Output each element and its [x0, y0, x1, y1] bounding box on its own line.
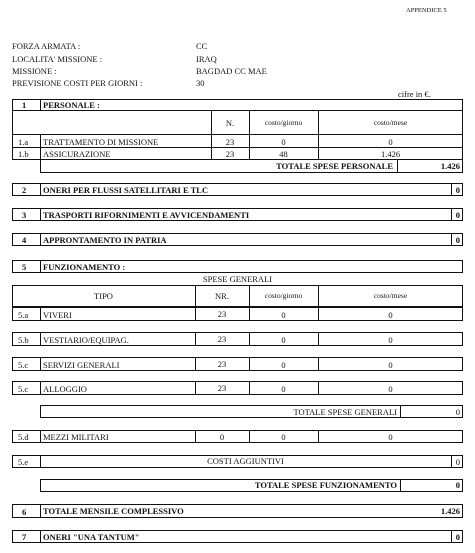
- row-label: VIVERI: [43, 310, 72, 320]
- section-2-number: 2: [22, 185, 27, 195]
- section-5-title: FUNZIONAMENTO :: [43, 262, 126, 272]
- row-day: 0: [281, 384, 286, 394]
- section-1-total-value: 1.426: [440, 161, 460, 171]
- row-label: ASSICURAZIONE: [43, 149, 111, 159]
- row-n: 23: [217, 309, 227, 319]
- row-month: 0: [388, 432, 393, 442]
- general-total-value: 0: [455, 407, 460, 417]
- section-4-value: 0: [455, 235, 460, 245]
- section-4-number: 4: [22, 235, 27, 245]
- row-month: 0: [388, 310, 393, 320]
- row-code: 5.a: [18, 310, 29, 320]
- section-3-value: 0: [455, 210, 460, 220]
- row-day: 0: [281, 360, 286, 370]
- info-value-forza: CC: [196, 41, 208, 51]
- row-label: COSTI AGGIUNTIVI: [207, 456, 284, 466]
- row-code: 5.d: [18, 432, 29, 442]
- row-label: MEZZI MILITARI: [43, 432, 109, 442]
- row-month: 0: [388, 360, 393, 370]
- section-1-number: 1: [22, 100, 27, 110]
- row-label: SERVIZI GENERALI: [43, 360, 120, 370]
- row-day: 0: [281, 310, 286, 320]
- section-5-number: 5: [22, 262, 27, 272]
- row-month: 0: [388, 137, 393, 147]
- section-1-total-label: TOTALE SPESE PERSONALE: [276, 161, 393, 171]
- general-total-label: TOTALE SPESE GENERALI: [293, 407, 397, 417]
- appendix-label: APPENDICE 5: [406, 7, 447, 14]
- info-value-giorni: 30: [196, 78, 205, 88]
- row-code: 1.a: [18, 137, 29, 147]
- section-5-col-tipo: TIPO: [94, 291, 113, 301]
- section-5-total-label: TOTALE SPESE FUNZIONAMENTO: [254, 480, 397, 490]
- info-label-giorni: PREVISIONE COSTI PER GIORNI :: [12, 78, 143, 88]
- section-6-number: 6: [22, 507, 27, 517]
- row-n: 0: [219, 432, 225, 442]
- row-n: 23: [225, 149, 235, 159]
- row-n: 23: [217, 334, 227, 344]
- row-n: 23: [217, 383, 227, 393]
- row-label: TRATTAMENTO DI MISSIONE: [43, 137, 159, 147]
- info-label-localita: LOCALITA' MISSIONE :: [12, 54, 103, 64]
- section-5-total-value: 0: [455, 480, 460, 490]
- row-month: 0: [388, 335, 393, 345]
- row-month: 1.426: [380, 149, 401, 159]
- row-code: 5.e: [18, 457, 29, 467]
- section-1-title: PERSONALE :: [43, 100, 100, 110]
- section-5-col-month: costo/mese: [373, 291, 408, 300]
- row-label: VESTIARIO/EQUIPAG.: [43, 335, 129, 345]
- section-3-number: 3: [22, 210, 27, 220]
- info-label-forza: FORZA ARMATA :: [12, 41, 81, 51]
- section-4-title: APPRONTAMENTO IN PATRIA: [43, 235, 167, 245]
- section-5-col-day: costo/giorno: [264, 291, 303, 300]
- currency-note: cifre in €.: [398, 89, 431, 99]
- section-2-value: 0: [455, 185, 460, 195]
- row-code: 5.c: [18, 384, 29, 394]
- row-code: 1.b: [18, 149, 29, 159]
- info-label-missione: MISSIONE :: [12, 66, 57, 76]
- row-day: 48: [279, 149, 288, 159]
- row-day: 0: [281, 335, 286, 345]
- row-label: ALLOGGIO: [43, 384, 87, 394]
- section-5-col-nr: NR.: [215, 291, 229, 301]
- section-7-value: 0: [455, 532, 460, 542]
- row-month: 0: [388, 384, 393, 394]
- row-code: 5.b: [18, 335, 29, 345]
- section-1-col-n: N.: [225, 118, 235, 128]
- section-6-title: TOTALE MENSILE COMPLESSIVO: [43, 506, 184, 516]
- row-value: 0: [455, 457, 460, 467]
- section-7-number: 7: [22, 532, 27, 542]
- section-1-col-day: costo/giorno: [264, 118, 303, 127]
- section-7-title: ONERI "UNA TANTUM": [43, 532, 140, 542]
- row-code: 5.c: [18, 360, 29, 370]
- row-n: 23: [217, 359, 227, 369]
- info-value-missione: BAGDAD CC MAE: [196, 66, 267, 76]
- section-2-title: ONERI PER FLUSSI SATELLITARI E TLC: [43, 185, 209, 195]
- info-value-localita: IRAQ: [196, 54, 217, 64]
- section-1-col-month: costo/mese: [373, 118, 408, 127]
- row-n: 23: [225, 137, 235, 147]
- section-6-value: 1.426: [440, 506, 460, 516]
- section-5-subhead: SPESE GENERALI: [202, 274, 273, 284]
- section-3-title: TRASPORTI RIFORNIMENTI E AVVICENDAMENTI: [43, 210, 250, 220]
- row-day: 0: [281, 432, 286, 442]
- row-day: 0: [281, 137, 286, 147]
